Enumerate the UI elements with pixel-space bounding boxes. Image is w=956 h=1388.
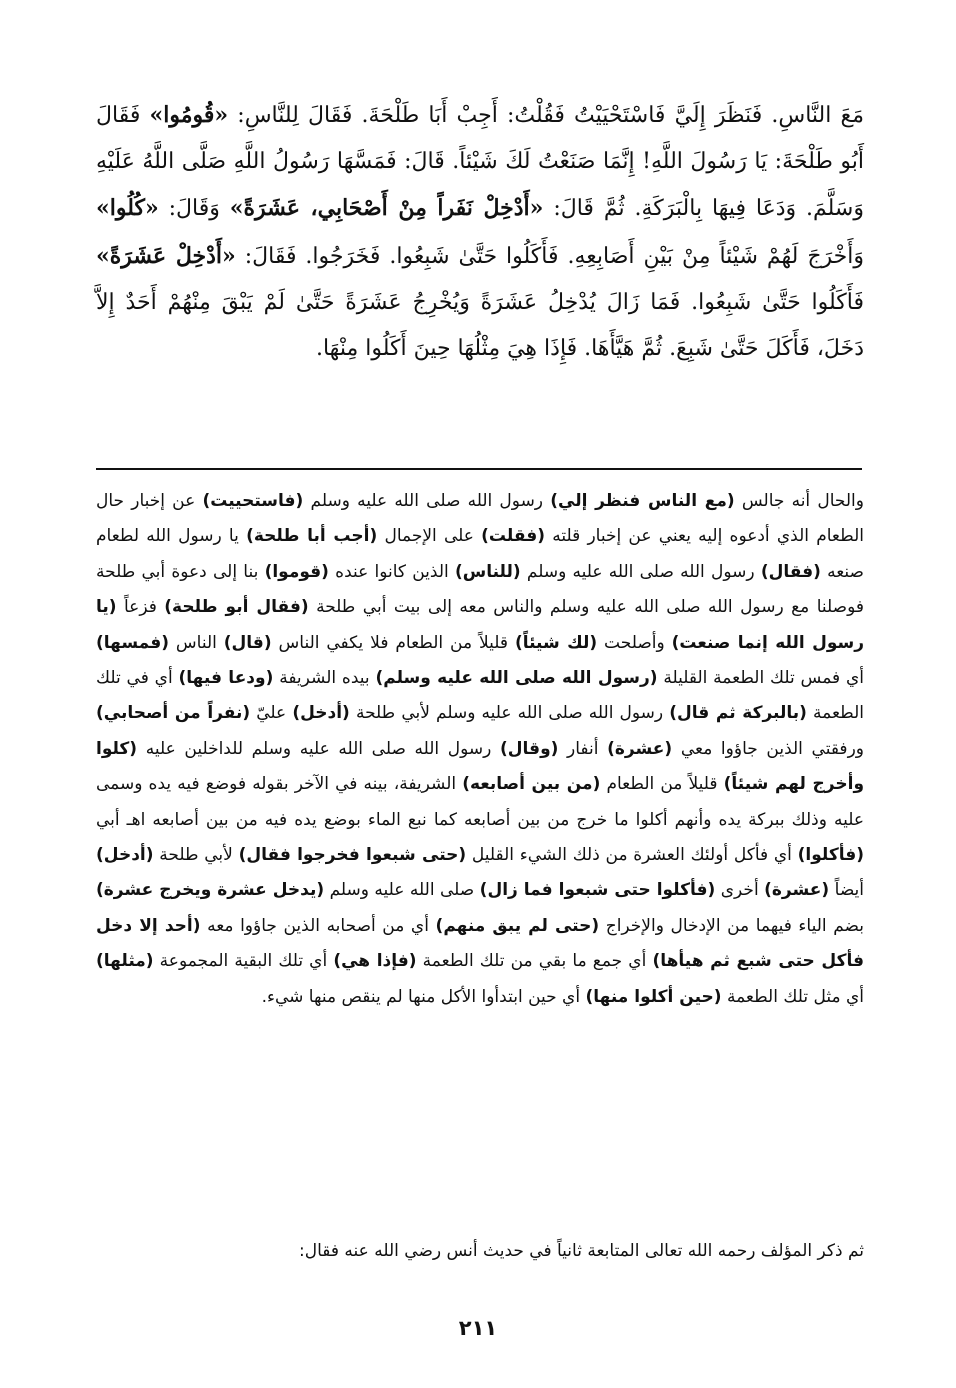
quoted-phrase: (مع الناس فنظر إلي) (550, 491, 735, 511)
quoted-phrase: (حتى لم يبق منهم) (435, 915, 600, 936)
quoted-phrase: (لك شيئاً) (514, 632, 598, 653)
commentary-segment: بنا إلى دعوة أبي طلحة فوصلنا مع رسول الله صلى الله عليه وسلم والناس معه إلى بيت أبي طلحة (96, 561, 864, 618)
commentary-segment: عن إخبار حال الطعام الذي أدعوه إليه يعني عن إخبار قلته (96, 491, 864, 547)
next-section-intro: ثم ذكر المؤلف رحمه الله تعالى المتابعة ثانياً في حديث أنس رضي الله عنه فقال: (299, 1241, 864, 1261)
quoted-phrase: (فقال أبو طلحة) (164, 597, 309, 618)
quoted-phrase: (أدخل) (292, 703, 350, 724)
commentary-segment: أي مثل تلك الطعمة (721, 986, 864, 1007)
commentary-segment: صلى الله عليه وسلم (324, 880, 480, 901)
hadith-text-segment: وَقَالَ: (158, 196, 230, 222)
commentary-segment: قليلاً من الطعام (600, 774, 724, 795)
prophet-quote: «قُومُوا» (149, 102, 229, 128)
quoted-phrase: (أدخل) (96, 845, 154, 866)
quoted-phrase: (فمسها) (96, 632, 169, 653)
commentary-segment: أي في تلك الطعمة (96, 668, 864, 724)
commentary-segment: أي حين ابتدأوا الأكل منها لم ينقص منها شيء. (261, 986, 586, 1007)
page-number: ٢١١ (458, 1316, 498, 1340)
commentary-segment: على الإجمال (377, 526, 482, 547)
quoted-phrase: (يدخل عشرة ويخرج عشرة) (96, 880, 325, 901)
hadith-text (96, 92, 864, 372)
commentary-segment: رسول الله صلى الله عليه وسلم للداخلين عليه (137, 738, 501, 759)
quoted-phrase: (فإذا هي) (333, 951, 417, 972)
commentary-segment: يا رسول الله لطعام صنعه (96, 526, 864, 582)
commentary-segment: قليلاً من الطعام فلا يكفي الناس (271, 632, 515, 653)
prophet-quote: «كُلُوا» (96, 195, 159, 222)
commentary-segment: ورفقتي الذين جاؤوا معي (672, 738, 864, 759)
commentary-segment: فزعاً (116, 597, 165, 618)
quoted-phrase: (بالبركة ثم قال) (669, 703, 807, 724)
quoted-phrase: (يا رسول الله إنما صنعت) (96, 597, 864, 653)
commentary-segment: عليّ (250, 703, 293, 724)
quoted-phrase: (فأكلوا) (797, 845, 864, 866)
hadith-text-segment: مَعَ النَّاسِ. فَنَظَرَ إِلَيَّ فَاسْتَحْيَيْتُ فَقُلْتُ: أَجِبْ أَبَا طَلْحَةَ. فَقَالَ لِلنَّاسِ: (228, 103, 864, 128)
commentary-segment: الذين كانوا عنده (328, 561, 455, 582)
quoted-phrase: (قوموا) (264, 561, 329, 582)
commentary-segment: رسول الله صلى الله عليه وسلم (520, 561, 761, 582)
commentary-segment: أي تلك البقية المجموعة (153, 951, 334, 972)
quoted-phrase: (قال) (223, 632, 272, 653)
commentary-segment: أي من أصحابه الذين جاؤوا معه (200, 915, 436, 936)
separator-rule (96, 468, 862, 470)
hadith-text-segment: فَأَكَلُوا حَتَّىٰ شَبِعُوا. فَمَا زَالَ يُدْخِلُ عَشَرَةً وَيُخْرِجُ عَشَرَةً حَتَّىٰ لَمْ يَبْقَ مِنْهُمْ أَحَدٌ إِلاَّ دَخَلَ، فَأَكَلَ حَتَّىٰ شَبِعَ. ثُمَّ هَيَّأَهَا. فَإِذَا هِيَ مِثْلُهَا حِينَ أَكَلُوا مِنْهَا. (96, 289, 864, 362)
commentary-segment: أي جمع ما بقي من تلك الطعمة (416, 951, 653, 972)
hadith-text-segment: وَأَخْرَجَ لَهُمْ شَيْئاً مِنْ بَيْنِ أَصَابِعِهِ. فَأَكَلُوا حَتَّىٰ شَبِعُوا. فَخَرَجُوا. فَقَالَ: (235, 243, 864, 269)
quoted-phrase: (للناس) (454, 561, 521, 582)
quoted-phrase: (فقلت) (481, 526, 545, 547)
quoted-phrase: (أجب أبا طلحة) (246, 526, 378, 547)
commentary-segment: رسول الله صلى الله عليه وسلم لأبي طلحة (349, 703, 670, 724)
commentary-segment: وأصلحت (597, 632, 672, 653)
quoted-phrase: (نفراً من أصحابي) (96, 703, 251, 724)
prophet-quote: «أَدْخِلْ نَفَراً مِنْ أَصْحَابِي، عَشَرَةً» (229, 195, 544, 222)
commentary-segment: لأبي طلحة (153, 845, 239, 866)
quoted-phrase: (ودعا فيها) (178, 668, 274, 689)
commentary-segment: بضم الياء فيهما من الإدخال والإخراج (599, 915, 864, 936)
quoted-phrase: (فأكلوا حتى شبعوا فما زال) (479, 880, 716, 901)
commentary-segment: والحال أنه جالس (734, 491, 864, 511)
commentary-segment: أيضاً (829, 880, 865, 901)
commentary-segment: الشريفة، بينه في الآخر بقوله فوضع فيه يده وسمى عليه وذلك ببركة يده وأنهم أكلوا ما خرج من بين أصابعه كما نبع الماء بوضع يده فيه من بين أصابعه اهـ أبي (96, 774, 864, 830)
hadith-text-segment: فَقَالَ أَبُو طَلْحَةَ: يَا رَسُولَ اللَّهِ! إِنَّمَا صَنَعْتُ لَكَ شَيْئاً. قَالَ: فَمَسَّهَا رَسُولُ اللَّهِ صَلَّى اللَّهُ عَلَيْهِ وَسَلَّمَ. وَدَعَا فِيهَا بِالْبَرَكَةِ. ثُمَّ قَالَ: (96, 103, 864, 222)
commentary-segment: أخرى (715, 880, 765, 901)
commentary-segment: أنفار (558, 738, 608, 759)
quoted-phrase: (عشرة) (607, 738, 673, 759)
commentary-segment: الناس (168, 632, 224, 653)
quoted-phrase: (حين أكلوا منها) (585, 986, 722, 1007)
quoted-phrase: (من بين أصابعه) (462, 774, 601, 795)
quoted-phrase: (رسول الله صلى الله عليه وسلم) (375, 668, 658, 689)
quoted-phrase: (أحد إلا دخل فأكل حتى شبع ثم هيأها) (96, 915, 864, 972)
quoted-phrase: (عشرة) (764, 880, 830, 901)
commentary-segment: بيده الشريفة (273, 668, 376, 689)
commentary-text (96, 484, 864, 1015)
commentary-segment: رسول الله صلى الله عليه وسلم (303, 491, 551, 511)
commentary-segment: أي فمس تلك الطعمة القليلة (657, 668, 865, 689)
quoted-phrase: (فقال) (760, 561, 821, 582)
quoted-phrase: (وقال) (500, 738, 559, 759)
quoted-phrase: (مثلها) (96, 951, 154, 972)
quoted-phrase: (حتى شبعوا فخرجوا فقال) (238, 845, 467, 866)
quoted-phrase: (فاستحييت) (202, 491, 304, 511)
quoted-phrase: (كلوا وأخرج لهم شيئاً) (96, 738, 865, 795)
commentary-segment: أي فأكل أولئك العشرة من ذلك الشيء القليل (466, 845, 798, 866)
prophet-quote: «أَدْخِلْ عَشَرَةً» (96, 242, 236, 269)
